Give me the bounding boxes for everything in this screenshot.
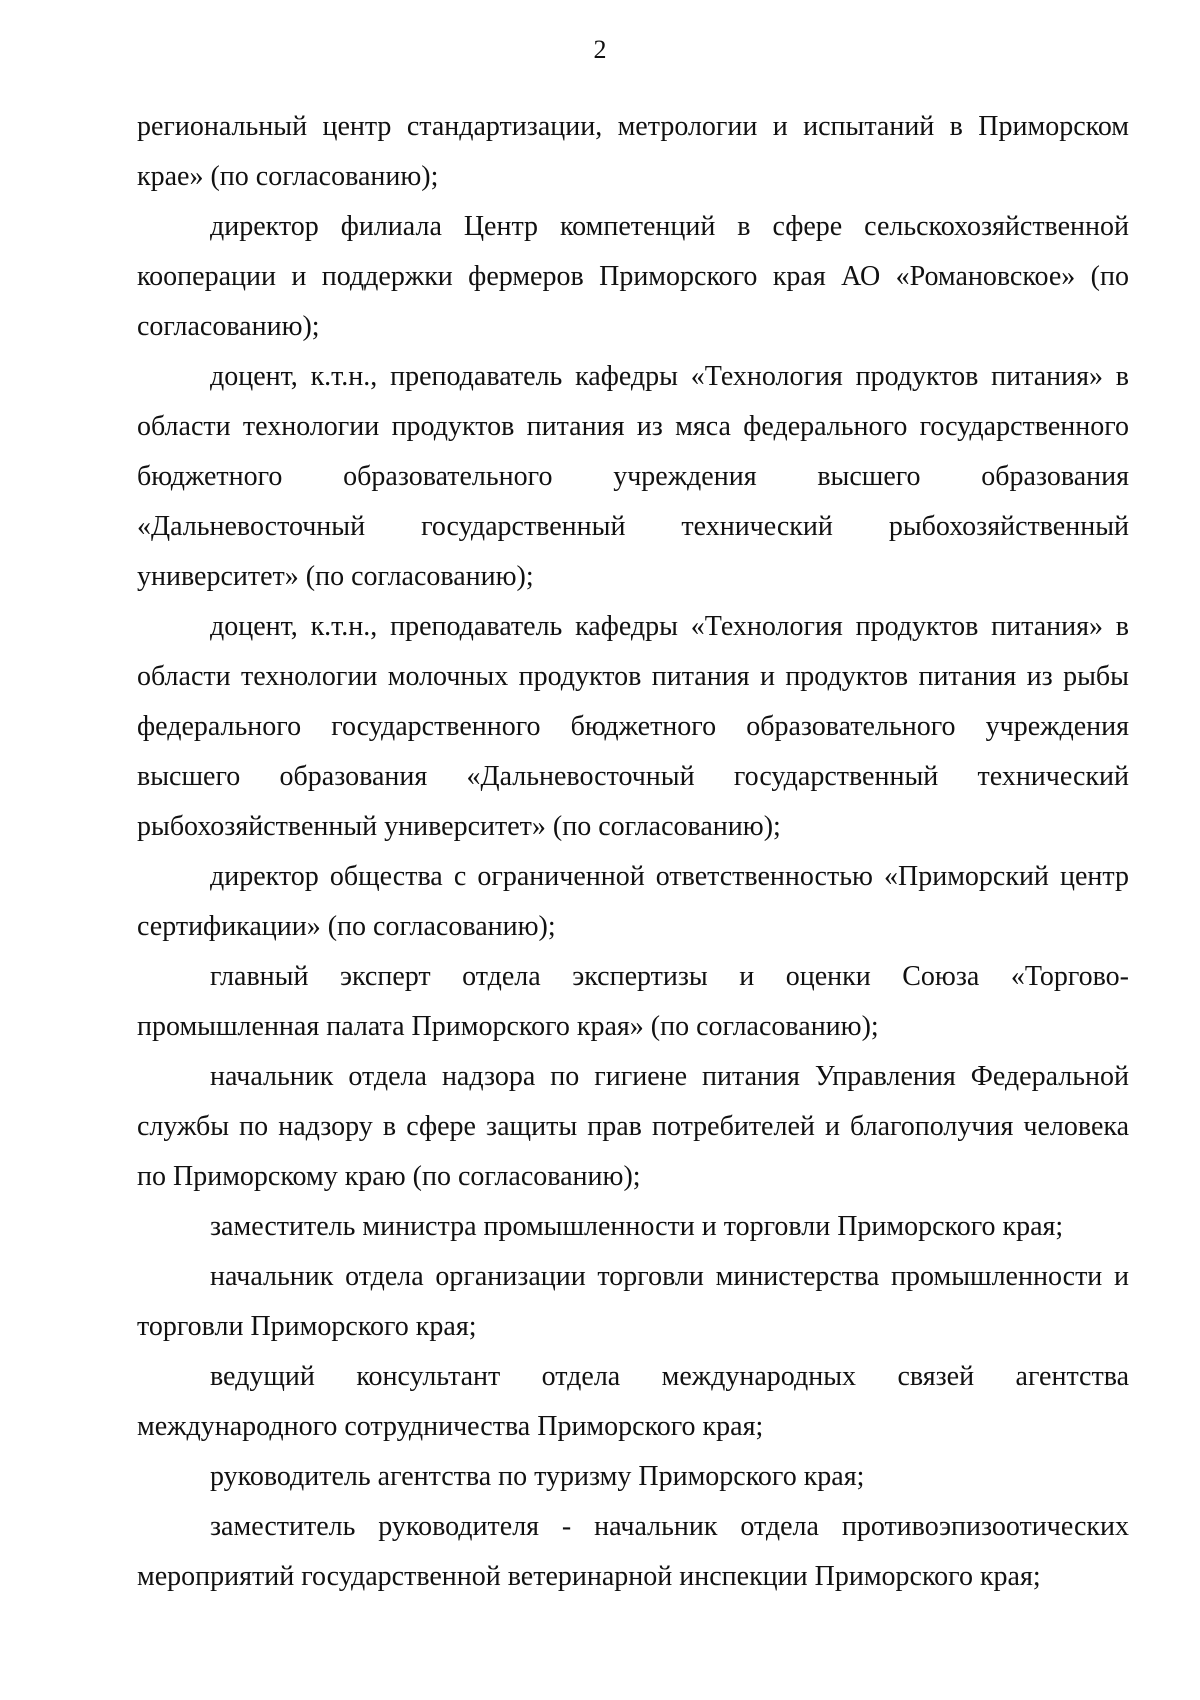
paragraph-member: доцент, к.т.н., преподаватель кафедры «Технология продуктов питания» в области технологии молочных продуктов питания и продуктов питания из рыбы федерального государственного бюджетного образовательного учреждения высшего образования «Дальневосточный государственный технический рыбохозяйственный университет» (по согласованию); (137, 611, 1129, 842)
paragraph-member: доцент, к.т.н., преподаватель кафедры «Технология продуктов питания» в области технологии продуктов питания из мяса федерального государственного бюджетного образовательного учреждения высшего образования «Дальневосточный государственный технический рыбохозяйственный университет» (по согласованию); (137, 361, 1129, 592)
paragraph-member: главный эксперт отдела экспертизы и оценки Союза «Торгово-промышленная палата Приморского края» (по согласованию); (137, 961, 1129, 1042)
paragraph-member: ведущий консультант отдела международных связей агентства международного сотрудничества Приморского края; (137, 1361, 1129, 1442)
paragraph-member: руководитель агентства по туризму Приморского края; (210, 1461, 865, 1492)
document-body (137, 102, 1129, 1602)
paragraph-member: начальник отдела надзора по гигиене питания Управления Федеральной службы по надзору в сфере защиты прав потребителей и благополучия человека по Приморскому краю (по согласованию); (137, 1061, 1129, 1192)
paragraph-member: директор общества с ограниченной ответственностью «Приморский центр сертификации» (по согласованию); (137, 861, 1129, 942)
paragraph-member: заместитель руководителя - начальник отдела противоэпизоотических мероприятий государственной ветеринарной инспекции Приморского края; (137, 1511, 1129, 1592)
paragraph-member: заместитель министра промышленности и торговли Приморского края; (210, 1211, 1064, 1242)
page-number: 2 (593, 35, 607, 64)
paragraph-member: директор филиала Центр компетенций в сфере сельскохозяйственной кооперации и поддержки фермеров Приморского края АО «Романовское» (по согласованию); (137, 211, 1129, 342)
paragraph-continuation: региональный центр стандартизации, метрологии и испытаний в Приморском крае» (по согласованию); (137, 111, 1129, 192)
paragraph-member: начальник отдела организации торговли министерства промышленности и торговли Приморского края; (137, 1261, 1129, 1342)
